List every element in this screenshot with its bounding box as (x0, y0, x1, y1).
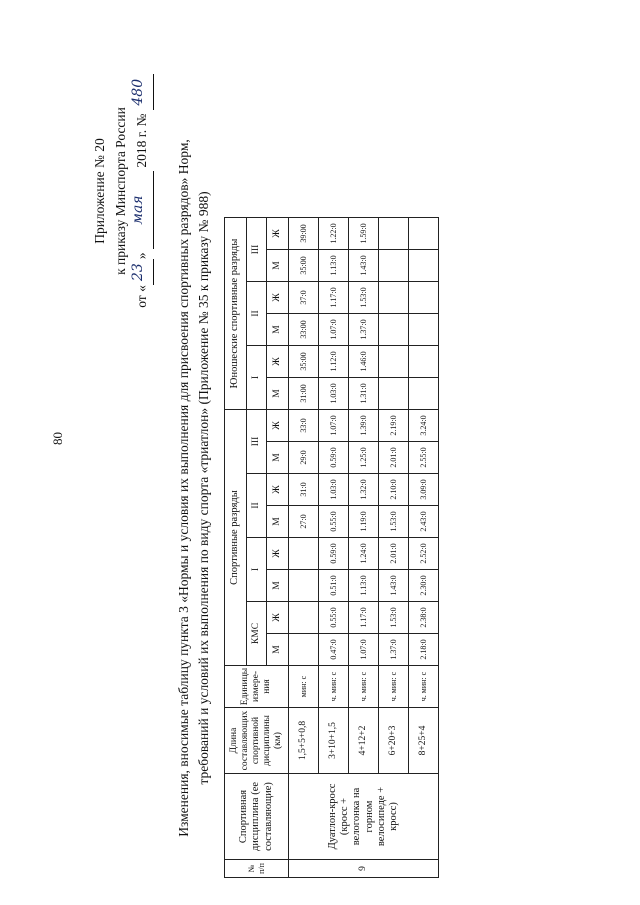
header-discipline: Спортивная дисциплина (ее составляющие) (225, 774, 289, 860)
header-kms: КМС (247, 602, 267, 666)
table-body (289, 218, 439, 878)
value-cell (409, 250, 439, 282)
header-youth-ranks: Юношеские спортивные разряды (225, 218, 247, 410)
value-cell (289, 634, 319, 666)
norms-table-wrapper (224, 217, 439, 878)
header-f: Ж (267, 346, 289, 378)
value-cell (379, 282, 409, 314)
annex-order-ref: к приказу Минспорта России (112, 107, 128, 275)
document-title (174, 88, 215, 888)
value-cell: 2.30:0 (409, 570, 439, 602)
value-cell: 1.31:0 (349, 378, 379, 410)
value-cell: 1.03:0 (319, 474, 349, 506)
value-cell (289, 570, 319, 602)
units-cell: мин: с (289, 666, 319, 708)
value-cell: 1.59:0 (349, 218, 379, 250)
header-youth-rank-1: I (247, 346, 267, 410)
header-f: Ж (267, 410, 289, 442)
value-cell: 1.53:0 (349, 282, 379, 314)
page-number: 80 (50, 432, 65, 445)
annex-title: Приложение № 20 (92, 138, 107, 244)
title-line-1: Изменения, вносимые таблицу пункта 3 «Нормы и условия их выполнения для присвоения спортивных разрядов» Норм, (176, 139, 191, 837)
header-no: № п/п (225, 860, 289, 878)
value-cell: 2.01:0 (379, 442, 409, 474)
value-cell: 1.13:0 (319, 250, 349, 282)
length-cell: 1,5+5+0,8 (289, 708, 319, 774)
header-m: М (267, 506, 289, 538)
date-prefix: от « (133, 285, 149, 308)
value-cell (379, 314, 409, 346)
header-m: М (267, 634, 289, 666)
value-cell: 2.43:0 (409, 506, 439, 538)
value-cell: 1.12:0 (319, 346, 349, 378)
header-units: Единицы измере-ния (225, 666, 289, 708)
rotated-page-content (90, 18, 429, 888)
header-youth-rank-3: III (247, 218, 267, 282)
value-cell: 27:0 (289, 506, 319, 538)
value-cell: 2.19:0 (379, 410, 409, 442)
handwritten-day: 23 (129, 263, 146, 282)
value-cell: 1.17:0 (349, 602, 379, 634)
handwritten-number: 480 (129, 78, 146, 106)
value-cell: 0.47:0 (319, 634, 349, 666)
value-cell: 2.01:0 (379, 538, 409, 570)
value-cell: 1.43:0 (349, 250, 379, 282)
value-cell (409, 282, 439, 314)
value-cell: 0.55:0 (319, 506, 349, 538)
value-cell: 1.24:0 (349, 538, 379, 570)
units-cell: ч. мин: с (379, 666, 409, 708)
value-cell: 1.39:0 (349, 410, 379, 442)
year-text: 2018 г. № (133, 113, 149, 168)
value-cell: 2.18:0 (409, 634, 439, 666)
length-cell: 4+12+2 (349, 708, 379, 774)
value-cell: 1.37:0 (349, 314, 379, 346)
header-youth-rank-2: II (247, 282, 267, 346)
header-length: Длина составляющих спортивной дисциплины (км) (225, 708, 289, 774)
annex-block (90, 26, 154, 356)
value-cell: 1.07:0 (319, 410, 349, 442)
header-m: М (267, 442, 289, 474)
value-cell: 2.10:0 (379, 474, 409, 506)
value-cell: 3.09:0 (409, 474, 439, 506)
value-cell: 1.17:0 (319, 282, 349, 314)
units-cell: ч. мин: с (319, 666, 349, 708)
header-m: М (267, 250, 289, 282)
value-cell: 33:0 (289, 410, 319, 442)
value-cell: 1.53:0 (379, 506, 409, 538)
header-m: М (267, 314, 289, 346)
value-cell: 35:00 (289, 346, 319, 378)
length-cell: 8+25+4 (409, 708, 439, 774)
day-blank (129, 259, 154, 285)
value-cell (379, 378, 409, 410)
value-cell: 1.53:0 (379, 602, 409, 634)
month-blank (129, 171, 154, 249)
date-sep: » (133, 252, 149, 260)
value-cell: 1.03:0 (319, 378, 349, 410)
units-cell: ч. мин: с (409, 666, 439, 708)
value-cell: 1.07:0 (349, 634, 379, 666)
value-cell: 2.52:0 (409, 538, 439, 570)
value-cell: 2.55:0 (409, 442, 439, 474)
header-sport-ranks: Спортивные разряды (225, 410, 247, 666)
value-cell: 37:0 (289, 282, 319, 314)
value-cell (379, 250, 409, 282)
value-cell: 33:00 (289, 314, 319, 346)
value-cell: 1.22:0 (319, 218, 349, 250)
value-cell: 3.24:0 (409, 410, 439, 442)
value-cell: 0.55:0 (319, 602, 349, 634)
header-rank-3: III (247, 410, 267, 474)
norms-table (224, 217, 439, 878)
value-cell: 39:00 (289, 218, 319, 250)
header-rank-2: II (247, 474, 267, 538)
value-cell: 0.59:0 (319, 538, 349, 570)
value-cell (289, 602, 319, 634)
value-cell (409, 314, 439, 346)
value-cell: 35:00 (289, 250, 319, 282)
header-m: М (267, 378, 289, 410)
value-cell: 31:00 (289, 378, 319, 410)
value-cell (409, 378, 439, 410)
title-line-2: требований и условий их выполнения по виду спорта «триатлон» (Приложение № 35 к приказу № 988) (196, 191, 212, 785)
handwritten-month: мая (129, 195, 146, 225)
value-cell: 1.46:0 (349, 346, 379, 378)
value-cell (379, 346, 409, 378)
value-cell: 1.25:0 (349, 442, 379, 474)
value-cell: 1.13:0 (349, 570, 379, 602)
value-cell: 2.38:0 (409, 602, 439, 634)
value-cell (289, 538, 319, 570)
value-cell: 31:0 (289, 474, 319, 506)
value-cell: 1.19:0 (349, 506, 379, 538)
header-f: Ж (267, 474, 289, 506)
units-cell: ч. мин: с (349, 666, 379, 708)
value-cell: 1.43:0 (379, 570, 409, 602)
value-cell (409, 218, 439, 250)
value-cell: 0.59:0 (319, 442, 349, 474)
value-cell (409, 346, 439, 378)
value-cell: 29:0 (289, 442, 319, 474)
header-f: Ж (267, 282, 289, 314)
value-cell (379, 218, 409, 250)
header-f: Ж (267, 602, 289, 634)
header-f: Ж (267, 538, 289, 570)
header-f: Ж (267, 218, 289, 250)
length-cell: 3+10+1,5 (319, 708, 349, 774)
number-blank (129, 74, 154, 110)
value-cell: 1.32:0 (349, 474, 379, 506)
length-cell: 6+20+3 (379, 708, 409, 774)
table-row (289, 218, 319, 878)
value-cell: 1.37:0 (379, 634, 409, 666)
value-cell: 0.51:0 (319, 570, 349, 602)
header-rank-1: I (247, 538, 267, 602)
row-number: 9 (289, 860, 439, 878)
annex-date-line (129, 26, 154, 356)
discipline-name: Дуатлон-кросс (кросс + велогонка на горном велосипеде + кросс) (289, 774, 439, 860)
value-cell: 1.07:0 (319, 314, 349, 346)
header-m: М (267, 570, 289, 602)
